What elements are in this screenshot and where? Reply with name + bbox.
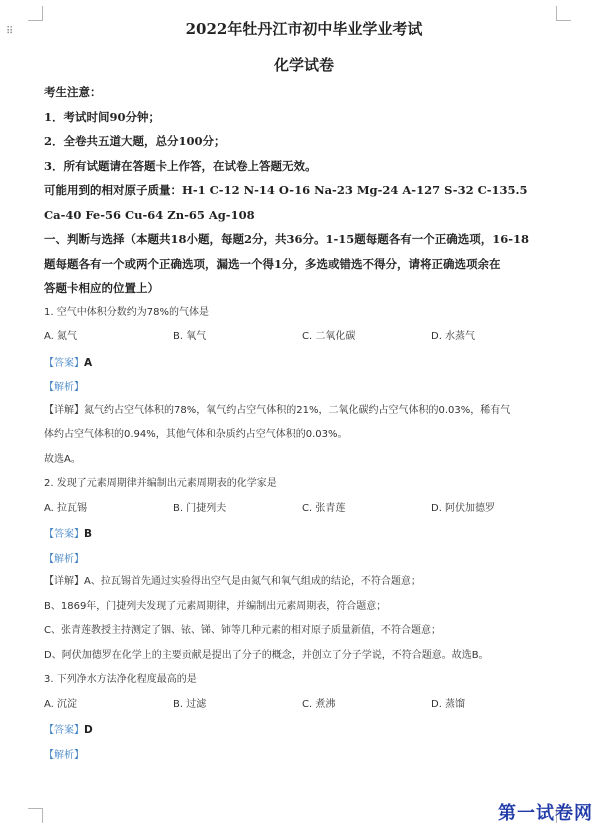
option-c: C. 张青莲 xyxy=(302,502,346,514)
analysis-tag: 【解析】 xyxy=(44,382,84,393)
answer-value: A xyxy=(84,356,93,369)
question-options xyxy=(44,325,564,350)
question-stem: 3. 下列净水方法净化程度最高的是 xyxy=(44,674,197,685)
analysis-line xyxy=(44,742,564,767)
option-d: D. 水蒸气 xyxy=(431,331,476,342)
detail-line: 体约占空气体积的0.94%，其他气体和杂质约占空气体积的0.03%。 xyxy=(44,429,348,440)
answer-tag: 【答案】 xyxy=(44,725,84,736)
document-page xyxy=(44,18,564,766)
option-a: A. 沉淀 xyxy=(44,698,78,710)
option-a: A. 氮气 xyxy=(44,331,78,342)
notice-item: 2．全卷共五道大题，总分100分； xyxy=(44,134,226,148)
page-corner-mark xyxy=(28,808,43,823)
atomic-masses-line: Ca-40 Fe-56 Cu-64 Zn-65 Ag-108 xyxy=(44,207,255,222)
notice-item: 3．所有试题请在答题卡上作答，在试卷上答题无效。 xyxy=(44,158,317,173)
option-d: D. 蒸馏 xyxy=(431,698,466,710)
section-instructions: 答题卡相应的位置上） xyxy=(44,281,159,295)
section-instructions: 一、判断与选择（本题共18小题，每题2分，共36分。1-15题每题各有一个正确选项，16-18 xyxy=(44,232,530,246)
option-a: A. 拉瓦锡 xyxy=(44,502,88,514)
answer-line xyxy=(44,521,564,546)
notice-heading: 考生注意： xyxy=(44,85,102,99)
option-d: D. 阿伏加德罗 xyxy=(431,502,496,514)
drag-handle-icon[interactable]: ⠿ xyxy=(6,26,15,37)
exam-subtitle: 化学试卷 xyxy=(273,56,334,74)
answer-value: B xyxy=(84,528,93,540)
question-options xyxy=(44,693,564,718)
page-corner-mark xyxy=(28,6,43,21)
answer-line xyxy=(44,717,564,742)
notice-item: 1．考试时间90分钟； xyxy=(44,109,161,124)
question-stem: 1. 空气中体积分数约为78%的气体是 xyxy=(44,306,209,318)
question-stem: 2. 发现了元素周期律并编制出元素周期表的化学家是 xyxy=(44,478,277,489)
answer-tag: 【答案】 xyxy=(44,357,84,369)
section-instructions: 题每题各有一个或两个正确选项，漏选一个得1分，多选或错选不得分，请将正确选项余在 xyxy=(44,256,501,271)
detail-line: D、阿伏加德罗在化学上的主要贡献是提出了分子的概念，并创立了分子学说，不符合题意。故选B。 xyxy=(44,649,489,661)
detail-line: B、1869年，门捷列夫发现了元素周期律，并编制出元素周期表，符合题意； xyxy=(44,600,387,612)
option-b: B. 过滤 xyxy=(173,698,207,710)
option-b: B. 门捷列夫 xyxy=(173,502,227,514)
analysis-line xyxy=(44,546,564,571)
analysis-tag: 【解析】 xyxy=(44,553,84,565)
atomic-masses-line: 可能用到的相对原子质量：H-1 C-12 N-14 O-16 Na-23 Mg-24 A-127 S-32 C-135.5 xyxy=(44,183,528,197)
detail-line: 【详解】A、拉瓦锡首先通过实验得出空气是由氮气和氧气组成的结论，不符合题意； xyxy=(44,576,421,587)
option-c: C. 煮沸 xyxy=(302,698,336,710)
site-watermark: 第一试卷网 xyxy=(498,803,593,824)
detail-line: C、张青莲教授主持测定了铟、铱、锑、铈等几种元素的相对原子质量新值，不符合题意； xyxy=(44,625,441,636)
answer-value: D xyxy=(84,724,93,736)
analysis-line xyxy=(44,374,564,399)
question-options xyxy=(44,497,564,522)
analysis-tag: 【解析】 xyxy=(44,749,84,761)
answer-line xyxy=(44,350,564,375)
detail-line: 【详解】氮气约占空气体积的78%，氧气约占空气体积的21%，二氧化碳约占空气体积的0.03%，稀有气 xyxy=(44,404,511,416)
exam-title: 2022年牡丹江市初中毕业学业考试 xyxy=(185,20,423,38)
option-b: B. 氧气 xyxy=(173,331,207,342)
option-c: C. 二氧化碳 xyxy=(302,331,356,342)
detail-line: 故选A。 xyxy=(44,453,81,465)
answer-tag: 【答案】 xyxy=(44,529,84,540)
